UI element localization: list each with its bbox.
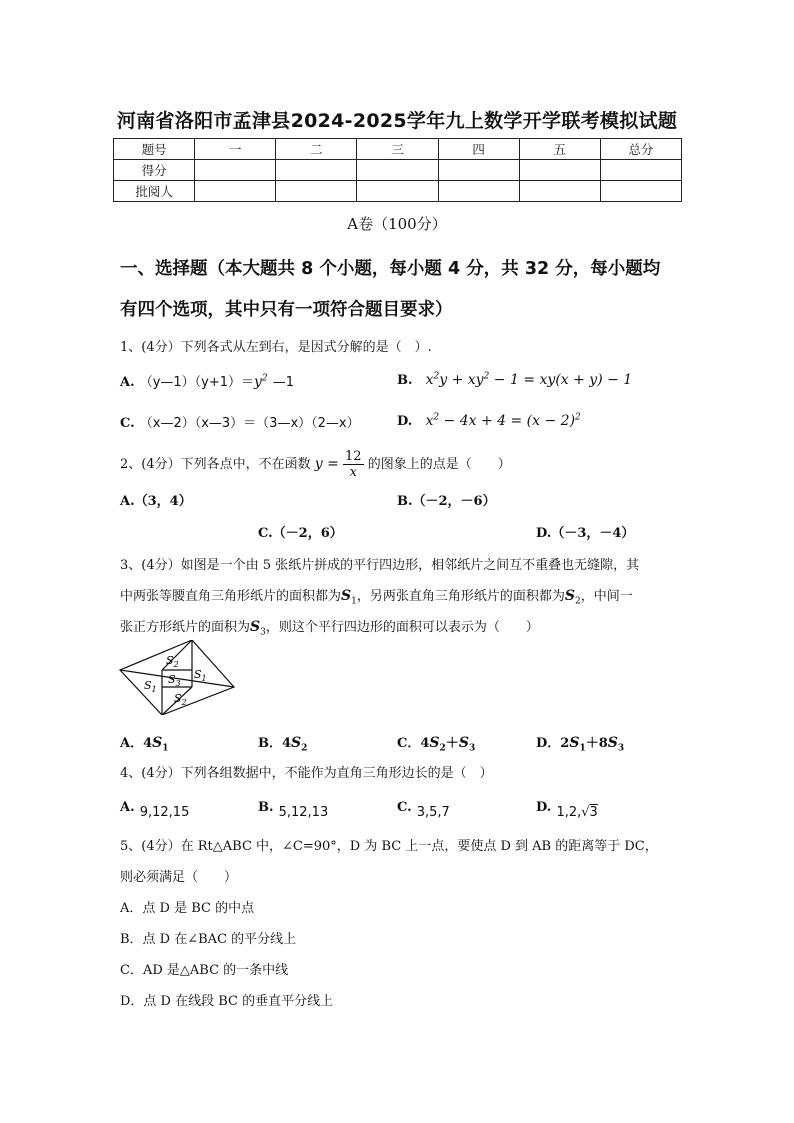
option-text: （y—1）（y+1）＝ (139, 375, 255, 390)
score-header-cell: 总分 (600, 139, 681, 160)
q3-line2-c: ，中间一 (580, 589, 633, 604)
option-label: D. (536, 800, 552, 815)
option-label: A. (120, 800, 135, 815)
figure-label-s1-left: $S_1$ (144, 679, 157, 694)
q2-stem-pre: 2、(4分）下列各点中，不在函数 (120, 457, 311, 472)
q3-parallelogram-figure (118, 640, 238, 715)
q1-option-d[interactable]: D. $x^2 - 4x + 4 = (x - 2)^2$ (397, 412, 581, 429)
plus-eight: ＋8 (585, 736, 608, 751)
option-text: D．2 (536, 736, 570, 751)
score-cell[interactable] (519, 181, 600, 202)
subscript: 1 (162, 743, 169, 754)
q3-line1: 3、(4分）如图是一个由 5 张纸片拼成的平行四边形，相邻纸片之间互不重叠也无缝隙，其 (120, 558, 640, 573)
s1-symbol: S (569, 735, 580, 751)
s2-subscript: 2 (575, 596, 581, 607)
q3-line2 (120, 585, 633, 607)
option-label: A. (120, 375, 135, 390)
option-value: 3,5,7 (416, 805, 450, 820)
option-text: A．4 (120, 736, 153, 751)
s2-symbol: S (429, 735, 440, 751)
q3-line3-a: 张正方形纸片的面积为 (120, 620, 251, 635)
q4-option-a[interactable] (120, 796, 190, 820)
score-cell[interactable] (438, 181, 519, 202)
score-header-cell: 一 (195, 139, 276, 160)
q5-option-b[interactable]: B．点 D 在∠BAC 的平分线上 (120, 932, 297, 947)
fraction-numerator: 12 (345, 449, 362, 464)
q5-line2: 则必须满足（ ） (120, 870, 238, 885)
figure-label-s2-top: $S_2$ (166, 654, 179, 669)
section-heading-line1: 一、选择题（本大题共 8 个小题，每小题 4 分，共 32 分，每小题均 (120, 259, 661, 279)
option-label: B. (258, 800, 274, 815)
q2-fraction (343, 449, 364, 480)
sqrt3-symbol: √3 (581, 805, 598, 820)
q2-option-d[interactable]: D.（－3，－4） (536, 526, 635, 541)
score-header-cell: 三 (357, 139, 438, 160)
q2-option-b[interactable]: B.（－2，－6） (397, 494, 496, 509)
exam-title: 河南省洛阳市孟津县2024-2025学年九上数学开学联考模拟试题 (116, 110, 678, 132)
s2-symbol: S (564, 588, 576, 604)
q3-option-a[interactable] (120, 732, 169, 754)
figure-label-s3: $S_3$ (168, 673, 181, 688)
score-cell[interactable] (276, 181, 357, 202)
paper-subtitle: A卷（100分） (347, 215, 447, 233)
s1-subscript: 1 (351, 596, 357, 607)
q3-line3 (120, 616, 539, 638)
subscript: 3 (617, 743, 625, 754)
q5-option-a[interactable]: A．点 D 是 BC 的中点 (120, 901, 255, 916)
q1-option-c[interactable] (120, 412, 360, 431)
s2-symbol: S (291, 735, 302, 751)
q5-option-d[interactable]: D．点 D 在线段 BC 的垂直平分线上 (120, 994, 334, 1009)
option-value: 5,12,13 (278, 805, 329, 820)
q2-option-a[interactable]: A.（3，4） (120, 494, 192, 509)
score-cell[interactable] (600, 160, 681, 181)
figure-label-s1-right: $S_1$ (194, 668, 207, 683)
s3-symbol: S (250, 619, 261, 635)
fraction-denominator: x (349, 465, 357, 480)
q2-stem-post: 的图象上的点是（ ） (367, 457, 511, 472)
option-text: C．4 (397, 736, 430, 751)
s3-symbol: S (458, 735, 469, 751)
score-header-cell: 四 (438, 139, 519, 160)
score-table (113, 138, 682, 202)
score-header-cell: 二 (276, 139, 357, 160)
score-cell[interactable] (195, 160, 276, 181)
score-row-label: 批阅人 (114, 181, 195, 202)
figure-label-s2-bottom: $S_2$ (174, 692, 187, 707)
s3-subscript: 3 (260, 627, 266, 638)
score-row-label: 得分 (114, 160, 195, 181)
q2-stem: 2、(4分）下列各点中，不在函数 y = $\frac{12}{x}$ 的图象上的点是（ ） (120, 449, 511, 480)
option-label: C. (397, 800, 412, 815)
q3-option-c[interactable] (397, 732, 475, 754)
q4-stem: 4、(4分）下列各组数据中，不能作为直角三角形边长的是（ ） (120, 766, 493, 781)
q1-option-a[interactable]: A. $(y—1)(y+1)=y^2$ —1 (120, 373, 295, 390)
score-header-cell: 题号 (114, 139, 195, 160)
s1-symbol: S (341, 588, 352, 604)
q3-option-d[interactable] (536, 732, 624, 754)
score-cell[interactable] (357, 181, 438, 202)
s1-symbol: S (152, 735, 163, 751)
plus-sign: ＋ (445, 736, 459, 751)
score-table-row (114, 160, 682, 181)
option-label: C. (120, 416, 135, 431)
option-value: 1,2, (556, 805, 582, 820)
option-text: B．4 (258, 736, 292, 751)
score-table-row (114, 181, 682, 202)
q3-option-b[interactable] (258, 732, 307, 754)
subscript: 2 (301, 743, 308, 754)
section-heading-line2: 有四个选项，其中只有一项符合题目要求） (120, 300, 453, 320)
score-cell[interactable] (438, 160, 519, 181)
subscript: 3 (468, 743, 476, 754)
score-cell[interactable] (519, 160, 600, 181)
q4-option-c[interactable] (397, 796, 450, 820)
q2-option-c[interactable]: C.（－2，6） (258, 526, 343, 541)
q5-option-c[interactable]: C．AD 是△ABC 的一条中线 (120, 963, 289, 978)
score-cell[interactable] (276, 160, 357, 181)
subscript: 2 (439, 743, 446, 754)
q4-option-d[interactable] (536, 796, 598, 820)
q5-line1: 5、(4分）在 Rt△ABC 中，∠C=90°，D 为 BC 上一点，要使点 D 到 AB 的距离等于 DC， (120, 839, 658, 854)
q3-line2-b: ，另两张直角三角形纸片的面积都为 (356, 589, 565, 604)
option-label: D. (397, 414, 413, 429)
q3-line3-b: ，则这个平行四边形的面积可以表示为（ ） (265, 620, 539, 635)
q3-line2-a: 中两张等腰直角三角形纸片的面积都为 (120, 589, 342, 604)
score-cell[interactable] (600, 181, 681, 202)
option-value: 9,12,15 (139, 805, 190, 820)
subscript: 1 (579, 743, 586, 754)
q4-option-b[interactable] (258, 796, 329, 820)
q1-option-b[interactable]: B. $x^2y + xy^2 - 1 = xy(x + y) - 1$ (397, 371, 633, 388)
score-cell[interactable] (357, 160, 438, 181)
q1-stem: 1、(4分）下列各式从左到右，是因式分解的是（ ）. (120, 340, 432, 355)
score-header-cell: 五 (519, 139, 600, 160)
score-cell[interactable] (195, 181, 276, 202)
option-label: B. (397, 373, 413, 388)
score-table-header-row (114, 139, 682, 160)
s3-symbol: S (607, 735, 618, 751)
option-text: （x—2）（x—3）＝（3—x）（2—x） (139, 416, 360, 431)
